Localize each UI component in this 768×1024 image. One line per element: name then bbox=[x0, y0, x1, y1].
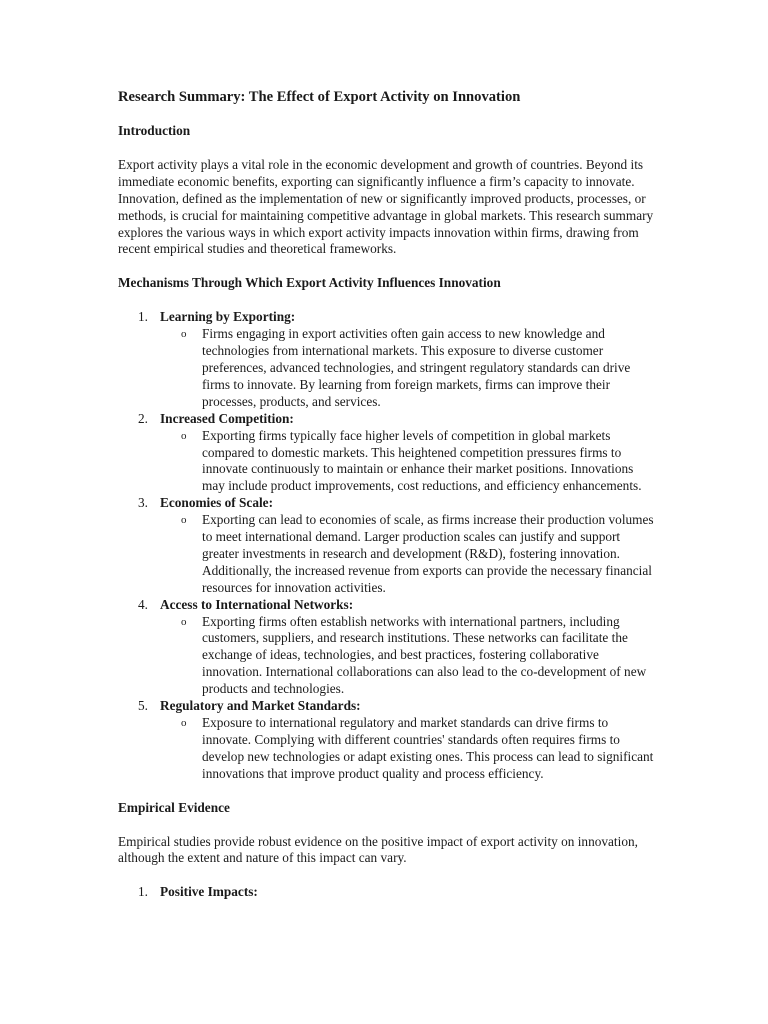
mechanism-title: Increased Competition: bbox=[160, 410, 294, 426]
mechanism-item-learning bbox=[118, 309, 654, 410]
hollow-bullet-icon: o bbox=[181, 429, 187, 442]
introduction-heading: Introduction bbox=[118, 123, 191, 138]
empirical-item-title: Positive Impacts: bbox=[160, 884, 258, 900]
hollow-bullet-icon: o bbox=[181, 717, 187, 729]
mechanisms-list bbox=[118, 309, 654, 782]
hollow-bullet-icon: o bbox=[181, 328, 187, 341]
sub-list-item bbox=[160, 614, 654, 699]
sub-list bbox=[160, 512, 654, 597]
list-number: 4. bbox=[138, 596, 148, 612]
sub-list-text: Exporting can lead to economies of scale, as firms increase their production volumes to meet international demand. Larger production scales can justify and support greater investments in research and development (R&D), fostering innovation. Additionally, the increased revenue from exports can provide the necessary financial resources for innovation activities. bbox=[202, 512, 654, 595]
mechanisms-heading: Mechanisms Through Which Export Activity Influences Innovation bbox=[118, 275, 501, 291]
document-page bbox=[118, 88, 654, 918]
list-number: 3. bbox=[138, 495, 148, 511]
sub-list-text: Exporting firms often establish networks with international partners, including customers, suppliers, and research institutions. These networks can facilitate the exchange of ideas, technologies, and best practices, fostering collaborative innovation. International collaborations can also lead to the co-development of new products and technologies. bbox=[202, 613, 647, 697]
sub-list bbox=[160, 326, 654, 411]
list-number: 1. bbox=[138, 309, 148, 325]
sub-list bbox=[160, 428, 654, 496]
mechanism-item-scale bbox=[118, 495, 654, 596]
list-number: 1. bbox=[138, 884, 148, 900]
empirical-heading: Empirical Evidence bbox=[118, 799, 230, 815]
empirical-paragraph: Empirical studies provide robust evidence on the positive impact of export activity on innovation, although the extent and nature of this impact can vary. bbox=[118, 833, 638, 866]
introduction-paragraph: Export activity plays a vital role in the economic development and growth of countries. Beyond its immediate economic benefits, exporting can significantly influence a firm’s capacity to innovate. Innovation, defined as the implementation of new or significantly improved products, processes, or methods, is crucial for maintaining competitive advantage in global markets. This research summary explores the various ways in which export activity impacts innovation within firms, drawing from recent empirical studies and theoretical frameworks. bbox=[118, 156, 654, 257]
sub-list-item bbox=[160, 428, 654, 496]
hollow-bullet-icon: o bbox=[181, 514, 187, 527]
hollow-bullet-icon: o bbox=[181, 615, 187, 628]
mechanism-item-competition bbox=[118, 411, 654, 496]
mechanism-title: Learning by Exporting: bbox=[160, 309, 296, 325]
sub-list-text: Exporting firms typically face higher levels of competition in global markets compared to domestic markets. This heightened competition pressures firms to innovate continuously to maintain or enhance their market positions. Innovations may include product improvements, cost reductions, and efficiency enhancements. bbox=[202, 427, 642, 494]
list-number: 5. bbox=[138, 698, 148, 714]
document-title: Research Summary: The Effect of Export Activity on Innovation bbox=[118, 89, 521, 105]
sub-list-item bbox=[160, 512, 654, 597]
sub-list bbox=[160, 715, 654, 783]
sub-list-text: Exposure to international regulatory and market standards can drive firms to innovate. Complying with different countries' standards often requires firms to develop new technologies or adapt existing ones. This process can lead to significant innovations that improve product quality and process efficiency. bbox=[202, 715, 654, 781]
empirical-item-positive bbox=[118, 884, 654, 901]
list-number: 2. bbox=[138, 410, 148, 426]
mechanism-title: Regulatory and Market Standards: bbox=[160, 698, 361, 714]
sub-list-text: Firms engaging in export activities often gain access to new knowledge and technologies from international markets. This exposure to diverse customer preferences, advanced technologies, and stringent regulatory standards can drive firms to innovate. By learning from foreign markets, firms can improve their processes, products, and services. bbox=[202, 326, 631, 409]
mechanism-item-networks bbox=[118, 597, 654, 698]
sub-list-item bbox=[160, 715, 654, 783]
sub-list-item bbox=[160, 326, 654, 411]
mechanism-title: Access to International Networks: bbox=[160, 596, 354, 612]
empirical-list bbox=[118, 884, 654, 901]
mechanism-title: Economies of Scale: bbox=[160, 495, 274, 511]
sub-list bbox=[160, 614, 654, 699]
mechanism-item-standards bbox=[118, 698, 654, 783]
